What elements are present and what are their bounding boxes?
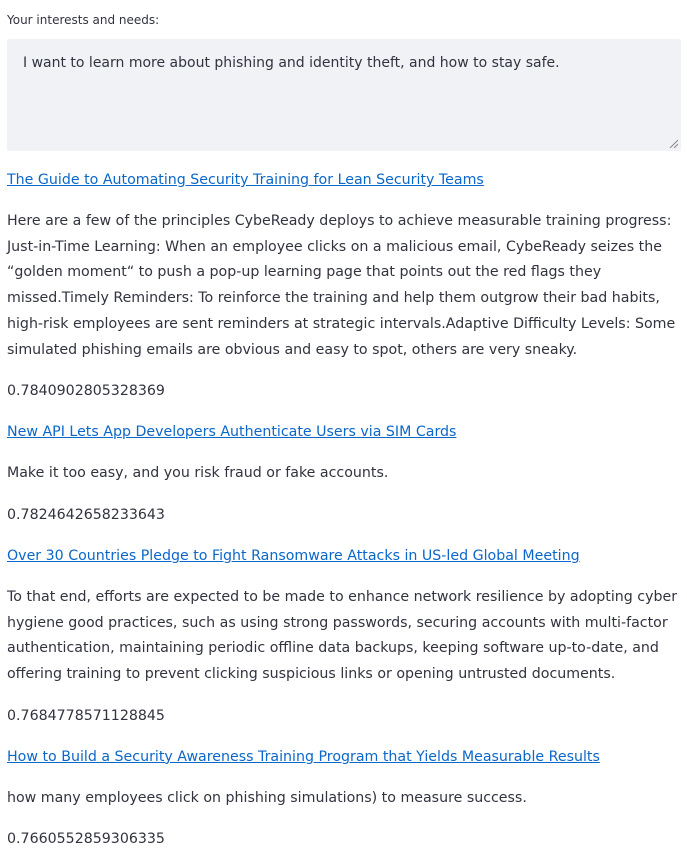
result-item [7, 420, 681, 528]
result-item [7, 745, 681, 853]
results-list [7, 168, 681, 868]
result-title-link[interactable]: New API Lets App Developers Authenticate Users via SIM Cards [7, 424, 457, 441]
result-snippet: how many employees click on phishing simulations) to measure success. [7, 789, 527, 806]
interests-label: Your interests and needs: [7, 13, 160, 27]
result-score: 0.7824642658233643 [7, 506, 165, 523]
interests-textarea[interactable] [7, 39, 681, 151]
result-title-link[interactable]: The Guide to Automating Security Training for Lean Security Teams [7, 172, 484, 188]
result-title-link[interactable]: How to Build a Security Awareness Training Program that Yields Measurable Results [7, 748, 600, 765]
result-item [7, 544, 681, 729]
result-snippet: Here are a few of the principles CybeReady deploys to achieve measurable training progress: Just-in-Time Learning: When an employee clicks on a malicious email, CybeReady seizes the “golden moment“ to push a pop-up learning page that points out the red flags they missed.Timely Reminders: To reinforce the training and help them outgrow their bad habits, high-risk employees are sent reminders at strategic intervals.Adaptive Difficulty Levels: Some simulated phishing emails are obvious and easy to spot, others are very sneaky. [7, 213, 676, 358]
result-score: 0.7840902805328369 [7, 383, 165, 400]
result-score: 0.7684778571128845 [7, 707, 165, 724]
resize-grip-icon[interactable] [669, 139, 678, 148]
result-title-link[interactable]: Over 30 Countries Pledge to Fight Ransomware Attacks in US-led Global Meeting [7, 547, 580, 564]
result-snippet: To that end, efforts are expected to be made to enhance network resilience by adopting cyber hygiene good practices, such as using strong passwords, securing accounts with multi-factor authentication, maintaining periodic offline data backups, keeping software up-to-date, and offering training to prevent clicking suspicious links or opening untrusted documents. [7, 588, 678, 683]
result-snippet: Make it too easy, and you risk fraud or fake accounts. [7, 465, 389, 482]
result-score: 0.7660552859306335 [7, 831, 165, 848]
result-item [7, 168, 681, 404]
interests-textarea-value[interactable]: I want to learn more about phishing and identity theft, and how to stay safe. [23, 55, 560, 71]
